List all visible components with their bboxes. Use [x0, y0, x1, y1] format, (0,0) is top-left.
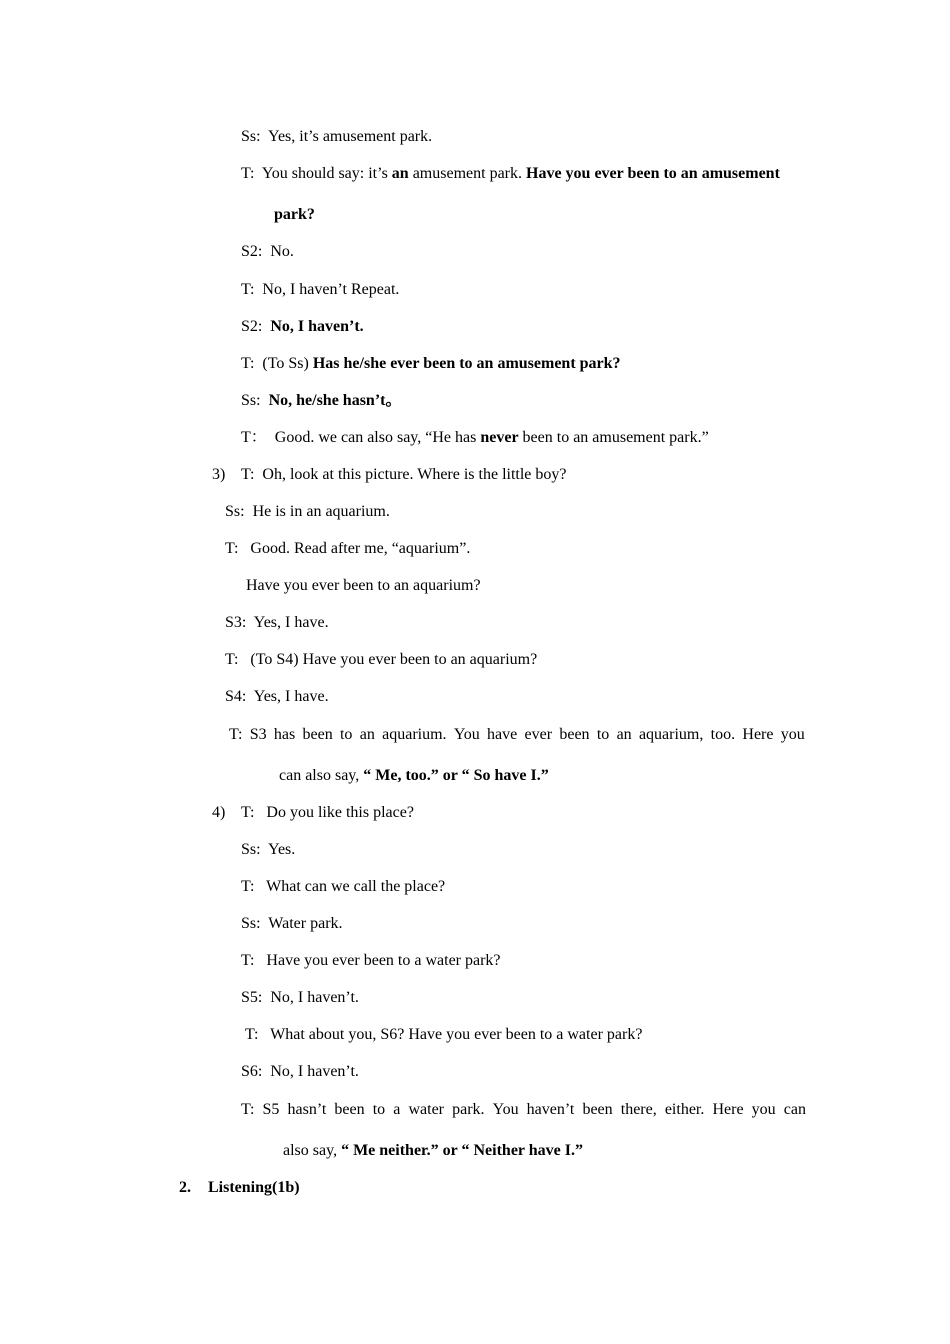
- speaker-label: T:: [241, 1101, 255, 1118]
- bold-question: Have you ever been to an amusement: [526, 165, 780, 182]
- justified-dialogue-line: [229, 725, 805, 745]
- dialogue-line: [241, 840, 295, 860]
- line-text: can also say,: [279, 767, 364, 784]
- dialogue-line: [241, 391, 402, 411]
- line-text: What can we call the place?: [266, 878, 446, 895]
- speaker-label: S2:: [241, 318, 263, 335]
- word: have: [487, 726, 518, 743]
- line-text: What about you, S6? Have you ever been to a water park?: [270, 1026, 643, 1043]
- list-number: 3): [212, 466, 226, 483]
- word: a: [393, 1101, 401, 1118]
- line-text: No, I haven’t.: [270, 989, 359, 1006]
- speaker-label: T:: [241, 165, 255, 182]
- line-text: (To Ss): [262, 355, 313, 372]
- word: an: [359, 726, 375, 743]
- word: aquarium,: [638, 726, 704, 743]
- dialogue-line: [225, 613, 329, 633]
- line-text: Yes, I have.: [253, 614, 329, 631]
- speaker-label: S2:: [241, 243, 263, 260]
- word: been: [582, 1101, 613, 1118]
- word: You: [492, 1101, 519, 1118]
- line-text: Have you ever been to a water park?: [266, 952, 501, 969]
- line-text: Oh, look at this picture. Where is the little boy?: [262, 466, 567, 483]
- speaker-label: Ss:: [241, 128, 261, 145]
- line-text: Yes, I have.: [253, 688, 329, 705]
- dialogue-line: [225, 539, 470, 559]
- word: water: [408, 1101, 444, 1118]
- speaker-label: T:: [241, 804, 255, 821]
- word: Here: [712, 1101, 744, 1118]
- dialogue-continuation: [283, 1141, 583, 1161]
- dialogue-line: [241, 317, 364, 337]
- line-text: Water park.: [268, 915, 343, 932]
- word: Here: [742, 726, 774, 743]
- line-text: Do you like this place?: [266, 804, 414, 821]
- speaker-label: T：: [241, 429, 267, 446]
- dialogue-line: [241, 951, 501, 971]
- word: been: [334, 1101, 365, 1118]
- word: has: [273, 726, 296, 743]
- dialogue-line: [212, 465, 567, 485]
- word: you: [751, 1101, 776, 1118]
- word: to: [596, 726, 610, 743]
- dialogue-line: [241, 354, 621, 374]
- dialogue-line: [241, 877, 445, 897]
- line-text: been to an amusement park.”: [518, 429, 709, 446]
- dialogue-line: [225, 502, 390, 522]
- word: hasn’t: [287, 1101, 327, 1118]
- line-text: No.: [270, 243, 294, 260]
- dialogue-line: [225, 650, 537, 670]
- line-text: amusement park.: [408, 165, 526, 182]
- heading-number: 2.: [179, 1179, 191, 1196]
- word: aquarium.: [382, 726, 447, 743]
- bold-text: No, I haven’t.: [270, 318, 364, 335]
- speaker-label: T:: [225, 540, 239, 557]
- word: you: [780, 726, 805, 743]
- section-heading: [179, 1178, 300, 1198]
- line-text: Good. we can also say, “He has: [274, 429, 481, 446]
- dialogue-continuation: [279, 766, 549, 786]
- word: there,: [620, 1101, 657, 1118]
- bold-text: No, he/she hasn’t。: [268, 392, 402, 409]
- dialogue-line: [212, 803, 414, 823]
- word: park.: [452, 1101, 485, 1118]
- word: You: [453, 726, 480, 743]
- speaker-label: T:: [225, 651, 239, 668]
- dialogue-line: [241, 988, 359, 1008]
- word: ever: [524, 726, 553, 743]
- bold-question: Has he/she ever been to an amusement park?: [312, 355, 621, 372]
- bold-text: “ Me neither.” or “ Neither have I.”: [341, 1142, 583, 1159]
- speaker-label: T:: [241, 466, 255, 483]
- heading-text: Listening(1b): [208, 1179, 300, 1196]
- dialogue-line: [241, 1062, 359, 1082]
- dialogue-line: [241, 127, 432, 147]
- line-text: Good. Read after me, “aquarium”.: [250, 540, 471, 557]
- line-text: No, I haven’t Repeat.: [262, 281, 400, 298]
- bold-text: an: [391, 165, 409, 182]
- speaker-label: T:: [245, 1026, 259, 1043]
- speaker-label: T:: [241, 281, 255, 298]
- speaker-label: T:: [241, 952, 255, 969]
- bold-text: “ Me, too.” or “ So have I.”: [363, 767, 549, 784]
- speaker-label: S5:: [241, 989, 263, 1006]
- dialogue-line: [241, 164, 780, 184]
- dialogue-line: [241, 914, 343, 934]
- word: an: [616, 726, 632, 743]
- bold-text: never: [480, 429, 519, 446]
- speaker-label: T:: [229, 726, 243, 743]
- word: S3: [249, 726, 267, 743]
- word: either.: [664, 1101, 705, 1118]
- speaker-label: T:: [241, 878, 255, 895]
- line-text: also say,: [283, 1142, 342, 1159]
- word: to: [339, 726, 353, 743]
- word: haven’t: [526, 1101, 575, 1118]
- word: been: [302, 726, 333, 743]
- speaker-label: T:: [241, 355, 255, 372]
- word: been: [559, 726, 590, 743]
- line-text: Yes.: [267, 841, 296, 858]
- line-text: (To S4) Have you ever been to an aquarium?: [250, 651, 538, 668]
- line-text: No, I haven’t.: [270, 1063, 359, 1080]
- list-number: 4): [212, 804, 226, 821]
- word: too.: [710, 726, 736, 743]
- dialogue-line: [241, 242, 294, 262]
- justified-dialogue-line: [241, 1100, 806, 1120]
- dialogue-line: [241, 280, 399, 300]
- speaker-label: Ss:: [241, 915, 261, 932]
- word: S5: [262, 1101, 280, 1118]
- word: can: [783, 1101, 806, 1118]
- dialogue-continuation: Have you ever been to an aquarium?: [246, 577, 481, 594]
- line-text: Yes, it’s amusement park.: [267, 128, 433, 145]
- speaker-label: S4:: [225, 688, 247, 705]
- line-text: He is in an aquarium.: [252, 503, 390, 520]
- speaker-label: Ss:: [225, 503, 245, 520]
- speaker-label: S3:: [225, 614, 247, 631]
- dialogue-line: [225, 687, 329, 707]
- bold-question-continuation: park?: [274, 206, 315, 223]
- dialogue-line: [245, 1025, 642, 1045]
- word: to: [372, 1101, 386, 1118]
- speaker-label: S6:: [241, 1063, 263, 1080]
- speaker-label: Ss:: [241, 392, 261, 409]
- dialogue-line: [241, 428, 709, 448]
- speaker-label: Ss:: [241, 841, 261, 858]
- line-text: You should say: it’s: [261, 165, 392, 182]
